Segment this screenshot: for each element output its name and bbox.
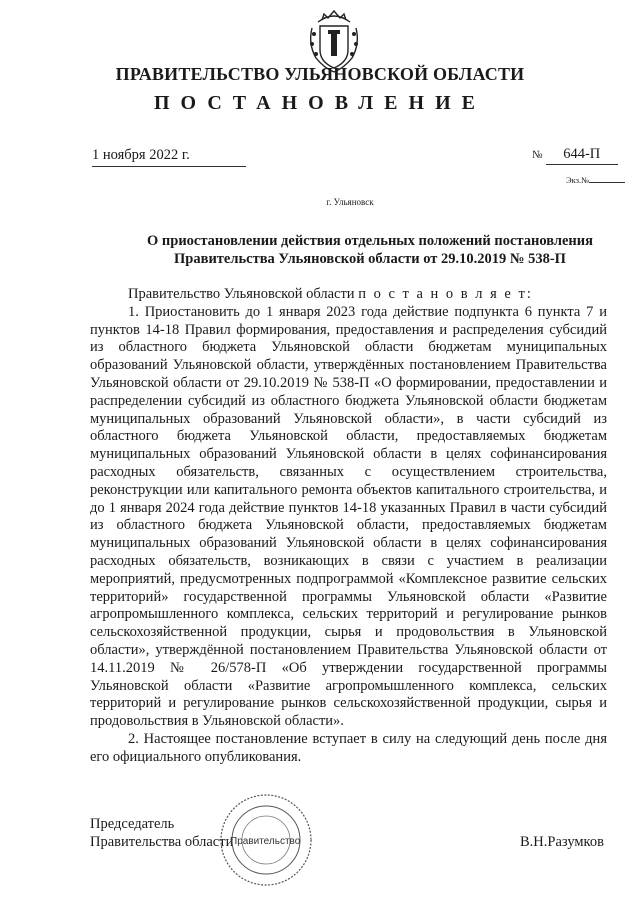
signatory-title-line-2: Правительства области [90, 834, 234, 850]
signatory-title [90, 815, 233, 851]
paragraph-2: 2. Настоящее постановление вступает в силу на следующий день после дня его официального опубликования. [90, 730, 607, 765]
intro-text: Правительство Ульяновской области [128, 286, 355, 302]
signatory-title-line-1: Председатель [90, 816, 175, 832]
copy-number [566, 175, 625, 185]
number-prefix: № [532, 149, 543, 161]
intro-decree-word: п о с т а н о в л я е т: [358, 286, 533, 302]
paragraph-1: 1. Приостановить до 1 января 2023 года действие подпункта 6 пункта 7 и пунктов 14-18 Правил формирования, предоставления и распределения субсидий из областного бюджета Ульяновской области бюджетам муниципальных образований Ульяновской области, утверждённых постановлением Правительства Ульяновской области от 29.10.2019 № 538-П «О формировании, предоставлении и распределении субсидий из областного бюджета Ульяновской области бюджетам муниципальных образований Ульяновской области», в части субсидий из областного бюджета Ульяновской области, предоставляемых бюджетам муниципальных образований Ульяновской области в целях софинансирования расходных обязательств, связанных с осуществлением строительства, реконструкции или капитального ремонта объектов капитального строительства, и до 1 января 2024 года действие пунктов 14-18 указанных Правил в части субсидий из областного бюджета Ульяновской области, предоставляемых бюджетам муниципальных образований Ульяновской области в целях софинансирования расходных обязательств, возникающих в связи с участием в реализации мероприятий, предусмотренных подпрограммой «Комплексное развитие сельских территорий» государственной программы Ульяновской области «Развитие агропромышленного комплекса, сельских территорий и регулирование рынков сельскохозяйственной продукции, сырья и продовольствия в Ульяновской области», утверждённой постановлением Правительства Ульяновской области от 14.11.2019 № 26/578-П «Об утверждении государственной программы Ульяновской области «Развитие агропромышленного комплекса, сельских территорий и регулирование рынков сельскохозяйственной продукции, сырья и продовольствия в Ульяновской области». [90, 303, 607, 730]
document-body [90, 286, 607, 767]
government-name: ПРАВИТЕЛЬСТВО УЛЬЯНОВСКОЙ ОБЛАСТИ [115, 64, 525, 84]
subject-line-2: Правительства Ульяновской области от 29.10.2019 № 538-П [174, 251, 566, 267]
seal-text: Правительство [230, 836, 301, 847]
city: г. Ульяновск [326, 197, 374, 207]
signatory-name: В.Н.Разумков [520, 834, 604, 850]
copy-blank [589, 182, 625, 183]
intro-paragraph [90, 286, 607, 304]
document-number [532, 146, 618, 165]
copy-label: Экз.№ [566, 175, 590, 185]
document-type: ПОСТАНОВЛЕНИЕ [154, 92, 486, 114]
number-value: 644-П [546, 146, 618, 165]
document-subject [90, 232, 640, 268]
subject-line-1: О приостановлении действия отдельных положений постановления [147, 233, 593, 249]
document-date: 1 ноября 2022 г. [92, 147, 246, 167]
